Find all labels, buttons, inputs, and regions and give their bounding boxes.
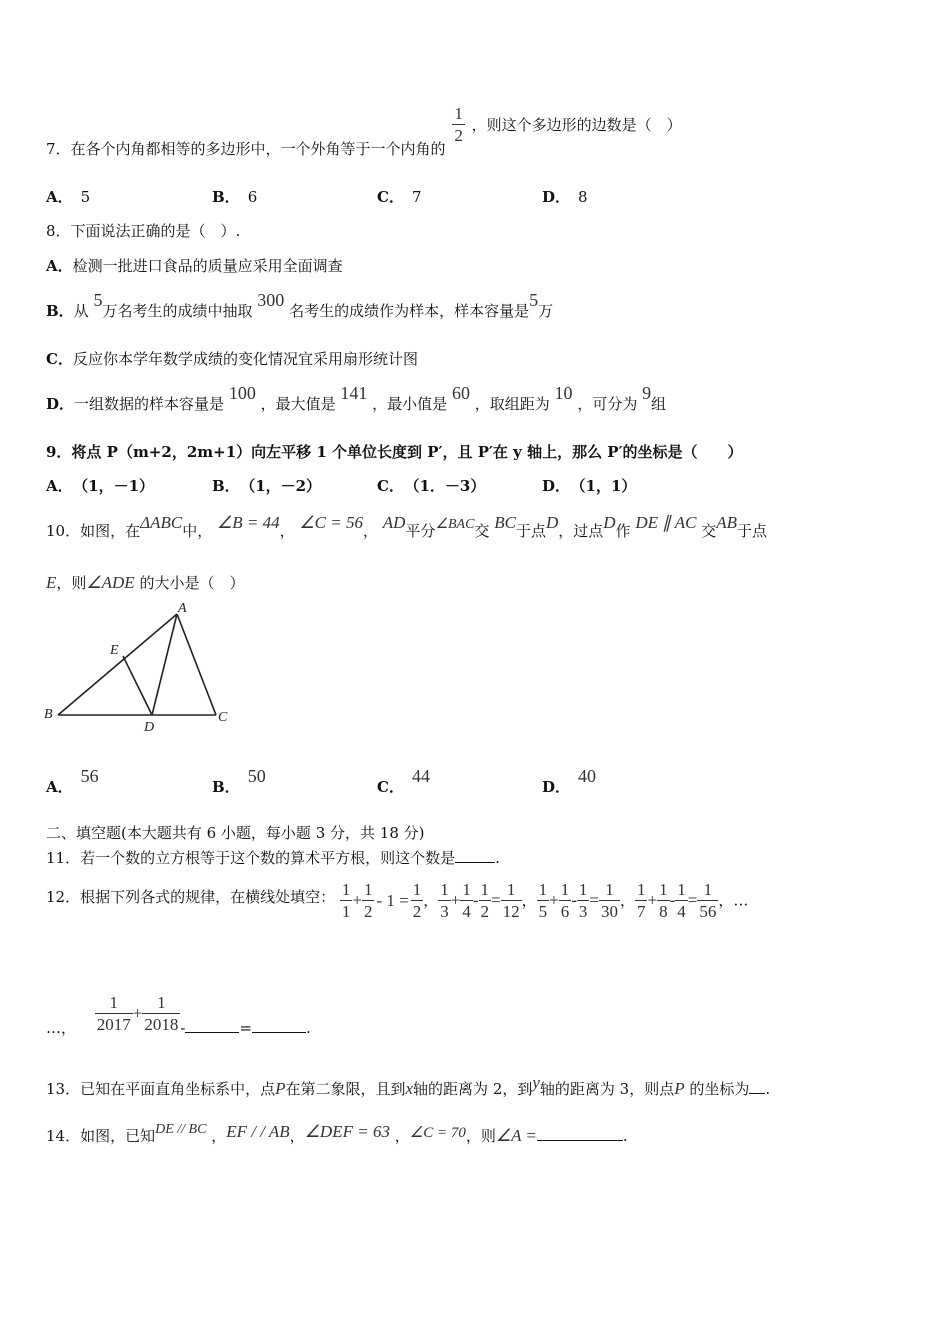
- q12-f4a-num: 1: [636, 880, 646, 899]
- q12-eq-2: =: [491, 890, 501, 910]
- q12-f3b: [559, 880, 572, 923]
- q7-opt-a-label: A．: [46, 188, 73, 206]
- q12-f1a-num: 1: [341, 880, 351, 899]
- q12-f4b-den: 8: [659, 902, 668, 921]
- q12-f1r: [411, 880, 424, 923]
- q8-opt-a-text: 检测一批进口食品的质量应采用全面调查: [72, 257, 343, 275]
- q12-minus-one-eq: - 1 =: [376, 890, 409, 910]
- q9-opt-d-text: （1，1）: [578, 477, 637, 495]
- section-2-title: 二、填空题(本大题共有 6 小题，每小题 3 分，共 18 分): [46, 824, 425, 842]
- q12-sep-4: ，: [718, 891, 734, 910]
- q12-f3c: [577, 880, 590, 923]
- q12-sep-2: ，: [521, 891, 537, 910]
- q10-text7: ，过点: [558, 522, 604, 540]
- q12-f3b-num: 1: [560, 880, 570, 899]
- q10-opt-b-label: B．: [212, 778, 240, 796]
- q10-de-parallel-ac: DE ∥ AC: [635, 513, 697, 532]
- q7-frac-den: 2: [454, 126, 463, 145]
- q10-option-c: [377, 766, 430, 797]
- q7-frac-num: 1: [454, 104, 463, 123]
- q12-plus-1: +: [352, 890, 362, 910]
- q12-f3r-num: 1: [599, 880, 620, 901]
- q12-f4r: [697, 880, 718, 923]
- q9-opt-d-label: D．: [542, 477, 571, 495]
- q12-f4b-num: 1: [659, 880, 668, 899]
- q12-f3a: [537, 880, 550, 923]
- q7-opt-d-label: D．: [542, 188, 571, 206]
- q8-d-num5: 9: [642, 383, 652, 403]
- q7-stem-a: 7．在各个内角都相等的多边形中，一个外角等于一个内角的: [46, 139, 446, 158]
- q8-b-num2: 300: [257, 290, 285, 310]
- q12-eq-4: =: [687, 890, 698, 910]
- q12-dash: -: [180, 1018, 186, 1037]
- q7-opt-c-text: 7: [411, 188, 422, 206]
- q9-option-d: [542, 475, 636, 496]
- q12-stem: [46, 880, 748, 923]
- q8-d-num3: 60: [451, 383, 470, 403]
- q12-f2r: [501, 880, 522, 923]
- q13-text2: 在第二象限，且到: [285, 1080, 406, 1098]
- q12-answer-blank-1: [185, 1032, 239, 1033]
- q10-point-d2: D: [603, 513, 616, 532]
- q8-opt-d-label: D．: [46, 395, 75, 413]
- q10-text6: 于点: [515, 522, 546, 540]
- q7-option-c: [377, 186, 422, 207]
- q12-f4c: [675, 880, 688, 923]
- q10-angle-bac: ∠BAC: [435, 517, 475, 532]
- q10-text9: 交: [701, 522, 717, 540]
- q8-option-d: [46, 383, 667, 414]
- q12-sep-1: ，: [423, 891, 439, 910]
- q10-angle-ade: ∠ADE: [86, 573, 135, 592]
- q7-opt-a-text: 5: [80, 188, 91, 206]
- q8-opt-a-label: A．: [46, 257, 73, 275]
- label-b: B: [44, 707, 53, 722]
- q12-sep-3: ，: [619, 891, 635, 910]
- label-d: D: [144, 720, 155, 735]
- q8-b-text1: 从: [73, 302, 89, 320]
- q12-f2c-den: 2: [480, 902, 489, 921]
- q12-plus-2: +: [450, 890, 461, 910]
- q10-angle-b: ∠B = 44: [216, 513, 280, 532]
- q12-f2017-num: 1: [95, 993, 133, 1014]
- q8-opt-b-label: B．: [46, 302, 74, 320]
- q10-option-d: [542, 766, 597, 797]
- q7-stem-b: ，则这个多边形的边数是（ ）: [471, 115, 682, 134]
- label-a: A: [178, 601, 187, 616]
- q8-option-b: [46, 290, 554, 321]
- q9-opt-b-label: B．: [212, 477, 240, 495]
- q12-f2018-den: 2018: [144, 1015, 179, 1034]
- q12-f2017: [95, 993, 133, 1036]
- q12-f2r-den: 12: [502, 902, 520, 921]
- q12-minus-4: -: [669, 890, 676, 910]
- q13-p: P: [275, 1079, 286, 1098]
- q11-end: .: [495, 849, 500, 867]
- q12-equals: =: [239, 1018, 253, 1037]
- q7-stem: [46, 104, 682, 158]
- q12-f2c: [479, 880, 492, 923]
- q12-f1r-den: 2: [412, 902, 422, 921]
- q12-f3a-num: 1: [538, 880, 548, 899]
- q12-ellipsis: …: [733, 891, 749, 910]
- q12-plus-4: +: [647, 890, 658, 910]
- q12-f1b-den: 2: [363, 902, 373, 921]
- q10-opt-a-text: 56: [80, 766, 99, 786]
- q13-end: .: [765, 1080, 771, 1098]
- q10-text1: 中，: [182, 522, 213, 540]
- q14-ef-parallel-ab: EF / / AB: [226, 1122, 290, 1141]
- q12-line2-prefix: …，: [46, 1018, 77, 1037]
- q14-comma2: ，: [289, 1127, 305, 1145]
- q12-f2018: [142, 993, 180, 1036]
- segment-de: [123, 656, 152, 715]
- q7-option-d: [542, 186, 588, 207]
- q12-f2r-num: 1: [501, 880, 522, 901]
- q12-line2: [46, 993, 311, 1036]
- q10-option-a: [46, 766, 99, 797]
- q12-f4a: [635, 880, 648, 923]
- q12-f2a: [438, 880, 451, 923]
- q10-option-b: [212, 766, 266, 797]
- q13-x: x: [405, 1079, 414, 1098]
- q14-angle-c: ∠C = 70: [409, 1125, 466, 1141]
- q7-option-b: [212, 186, 257, 207]
- q12-f2c-num: 1: [480, 880, 489, 899]
- q13-y: y: [532, 1073, 540, 1092]
- q9-opt-a-label: A．: [46, 477, 73, 495]
- q14-answer-blank: [537, 1140, 623, 1141]
- q8-stem: 8．下面说法正确的是（ ）.: [46, 222, 241, 240]
- q12-f4b: [657, 880, 670, 923]
- q12-f2018-num: 1: [142, 993, 180, 1014]
- q12-f2b-num: 1: [462, 880, 471, 899]
- q10-text12: 的大小是（ ）: [139, 574, 245, 592]
- q11-answer-blank: [455, 862, 495, 863]
- q13-p2: P: [674, 1079, 685, 1098]
- q10-bc: BC: [494, 513, 516, 532]
- q12-f2a-den: 3: [440, 902, 449, 921]
- q12-f3a-den: 5: [538, 902, 548, 921]
- q10-text2: ，: [279, 522, 295, 540]
- q10-text11: ，则: [56, 574, 87, 592]
- q8-d-text6: 组: [651, 395, 667, 413]
- q8-d-num2: 141: [340, 383, 368, 403]
- q13-stem: [46, 1073, 771, 1099]
- q8-d-text4: ，取组距为: [474, 395, 550, 413]
- q9-option-c: [377, 475, 485, 496]
- q12-minus-2: -: [472, 890, 479, 910]
- q8-opt-c-text: 反应你本学年数学成绩的变化情况宜采用扇形统计图: [72, 350, 418, 368]
- q10-ad: AD: [382, 513, 406, 532]
- q12-f2b-den: 4: [462, 902, 471, 921]
- q10-figure: [40, 600, 240, 735]
- q8-d-text3: ，最小值是: [372, 395, 448, 413]
- q13-answer-blank: [749, 1093, 765, 1094]
- q13-text1: 13．已知在平面直角坐标系中，点: [46, 1080, 276, 1098]
- q12-f1b: [362, 880, 375, 923]
- q8-b-num3: 5: [529, 290, 539, 310]
- q12-f1r-num: 1: [412, 880, 422, 899]
- q8-d-text2: ，最大值是: [260, 395, 336, 413]
- q11-stem: [46, 847, 500, 868]
- q12-f1a-den: 1: [341, 902, 351, 921]
- q12-f2b: [460, 880, 473, 923]
- q12-f3c-den: 3: [578, 902, 588, 921]
- q8-d-text5: ，可分为: [577, 395, 638, 413]
- q8-b-num1: 5: [93, 290, 103, 310]
- q14-comma3: ，: [394, 1127, 410, 1145]
- label-c: C: [218, 710, 228, 725]
- q13-text4: 轴的距离为 3，则点: [539, 1080, 675, 1098]
- q8-d-num1: 100: [228, 383, 256, 403]
- q10-opt-b-text: 50: [247, 766, 266, 786]
- q10-text3: ，: [362, 522, 378, 540]
- q14-comma1: ，: [211, 1127, 227, 1145]
- q14-text1: 14．如图，已知: [46, 1127, 156, 1145]
- q9-opt-b-text: （1，－2）: [247, 477, 322, 495]
- q12-f4r-num: 1: [697, 880, 718, 901]
- q14-end: .: [622, 1127, 628, 1145]
- q11-text: 11．若一个数的立方根等于这个数的算术平方根，则这个数是: [46, 849, 456, 867]
- q12-f4r-den: 56: [699, 902, 717, 921]
- q13-text5: 的坐标为: [689, 1080, 750, 1098]
- q7-opt-d-text: 8: [578, 188, 588, 206]
- q12-f3r: [599, 880, 620, 923]
- q12-end: .: [306, 1018, 311, 1037]
- q10-stem-line2: [46, 572, 245, 593]
- q7-opt-b-text: 6: [247, 188, 258, 206]
- label-e: E: [110, 643, 119, 658]
- q12-f4c-den: 4: [677, 902, 686, 921]
- q12-f3b-den: 6: [560, 902, 570, 921]
- q12-f4c-num: 1: [677, 880, 686, 899]
- q14-angle-a: ∠A =: [495, 1126, 537, 1145]
- q10-opt-c-label: C．: [377, 778, 404, 796]
- q7-opt-b-label: B．: [212, 188, 240, 206]
- q8-option-a: [46, 255, 343, 276]
- q10-opt-d-text: 40: [578, 766, 597, 786]
- q10-stem-line1: [46, 513, 768, 541]
- q12-answer-blank-2: [252, 1032, 306, 1033]
- q10-triangle: ΔABC: [140, 513, 183, 532]
- q12-f2017-den: 2017: [96, 1015, 131, 1034]
- q8-b-text3: 名考生的成绩作为样本，样本容量是: [289, 302, 530, 320]
- q14-stem: [46, 1122, 628, 1146]
- q8-d-num4: 10: [554, 383, 573, 403]
- q12-minus-3: -: [571, 890, 577, 910]
- q9-opt-c-text: （1．－3）: [411, 477, 486, 495]
- q14-de-parallel-bc: DE // BC: [155, 1122, 207, 1137]
- q8-b-text2: 万名考生的成绩中抽取: [102, 302, 253, 320]
- q10-opt-a-label: A．: [46, 778, 73, 796]
- q12-f3r-den: 30: [600, 902, 618, 921]
- q9-option-a: [46, 475, 154, 496]
- segment-ac: [177, 614, 216, 715]
- q10-ab: AB: [716, 513, 738, 532]
- q12-plus-5: +: [132, 1003, 143, 1023]
- segment-ba: [58, 614, 177, 715]
- q9-option-b: [212, 475, 321, 496]
- q10-point-d: D: [545, 513, 559, 532]
- q14-angle-def: ∠DEF = 63: [304, 1122, 390, 1141]
- q9-stem: 9．将点 P（m+2，2m+1）向左平移 1 个单位长度到 P′，且 P′在 y 轴上，那么 P′的坐标是（ ）: [46, 443, 743, 461]
- q12-f1a: [340, 880, 353, 923]
- q8-d-text1: 一组数据的样本容量是: [74, 395, 225, 413]
- q10-text8: 作: [615, 522, 631, 540]
- q12-eq-3: =: [589, 890, 599, 910]
- q8-b-text4: 万: [538, 302, 554, 320]
- q10-text-num: 10．如图，在: [46, 522, 141, 540]
- q10-angle-c: ∠C = 56: [299, 513, 363, 532]
- q12-f1b-num: 1: [363, 880, 373, 899]
- q10-text5: 交: [474, 522, 490, 540]
- q14-comma4: ，则: [465, 1127, 496, 1145]
- q8-opt-c-label: C．: [46, 350, 73, 368]
- q7-option-a: [46, 186, 90, 207]
- q10-text10: 于点: [737, 522, 768, 540]
- q9-opt-a-text: （1，－1）: [80, 477, 155, 495]
- q7-fraction: [452, 104, 465, 147]
- q12-f4a-den: 7: [636, 902, 646, 921]
- q7-opt-c-label: C．: [377, 188, 404, 206]
- q8-option-c: [46, 348, 418, 369]
- q9-opt-c-label: C．: [377, 477, 404, 495]
- q13-text3: 轴的距离为 2，到: [413, 1080, 533, 1098]
- q12-f3c-num: 1: [578, 880, 588, 899]
- q10-opt-c-text: 44: [411, 766, 430, 786]
- q10-point-e: E: [46, 573, 57, 592]
- q12-text: 12．根据下列各式的规律，在横线处填空：: [46, 887, 336, 906]
- segment-ad: [152, 614, 177, 715]
- q12-f2a-num: 1: [440, 880, 449, 899]
- q10-text4: 平分: [405, 522, 436, 540]
- q12-plus-3: +: [549, 890, 559, 910]
- q10-opt-d-label: D．: [542, 778, 571, 796]
